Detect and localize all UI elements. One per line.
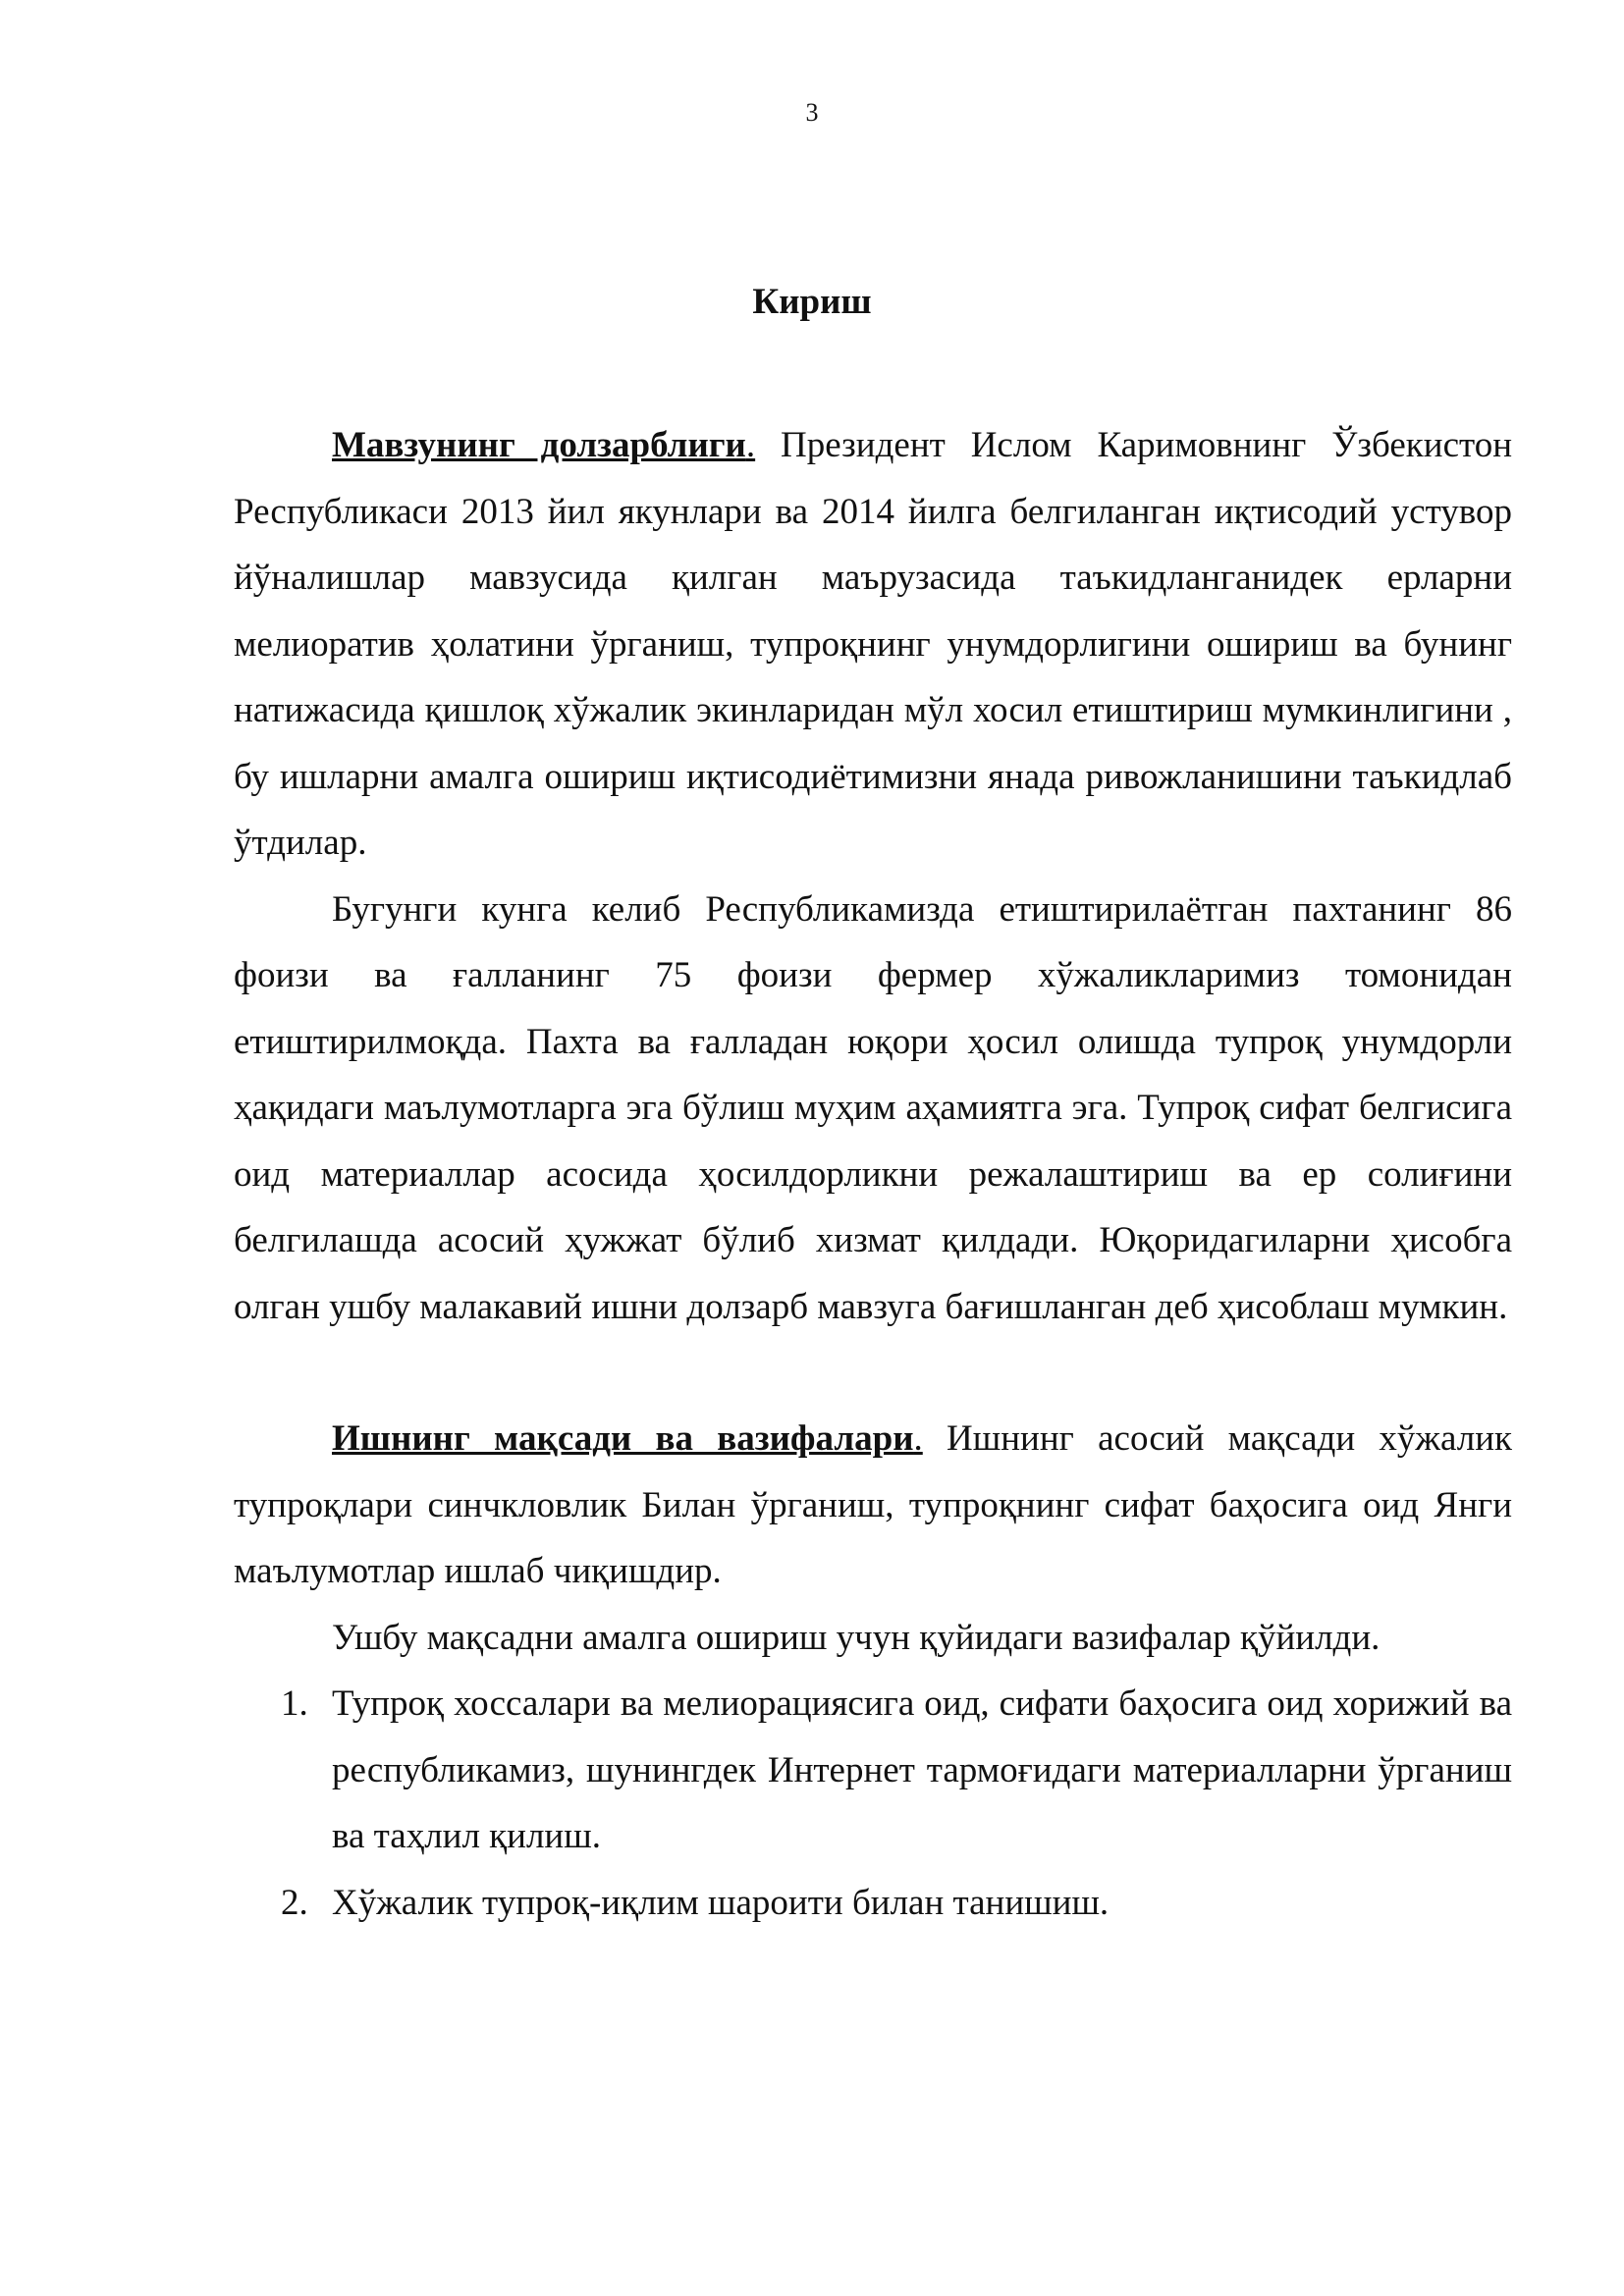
relevance-text: Президент Ислом Каримовнинг Ўзбекистон Республикаси 2013 йил якунлари ва 2014 йилга белгиланган иқтисодий устувор йўналишлар мавзусида қилган маърузасида таъкидланганидек ерларни мелиоратив ҳолатини ўрганиш, тупроқнинг унумдорлигини ошириш ва бунинг натижасида қишлоқ хўжалик экинларидан мўл хосил етиштириш мумкинлигини , бу ишларни амалга ошириш иқтисодиётимизни янада ривожланишини таъкидлаб ўтдилар. xyxy=(234,425,1512,863)
goals-heading: Ишнинг мақсади ва вазифалари xyxy=(332,1418,914,1459)
goals-heading-punct: . xyxy=(913,1418,923,1459)
list-item-number: 1. xyxy=(281,1683,308,1724)
relevance-paragraph xyxy=(234,412,1512,877)
list-item-number: 2. xyxy=(281,1882,308,1923)
tasks-list xyxy=(234,1671,1512,1936)
list-item-text: Тупроқ хоссалари ва мелиорациясига оид, сифати баҳосига оид хорижий ва республикамиз, шунингдек Интернет тармоғидаги материалларни ўрганиш ва таҳлил қилиш. xyxy=(332,1683,1512,1856)
document-body xyxy=(234,412,1512,1936)
goals-paragraph xyxy=(234,1406,1512,1605)
relevance-heading: Мавзунинг долзарблиги xyxy=(332,425,746,465)
page-title: Кириш xyxy=(752,282,872,322)
relevance-heading-punct: . xyxy=(745,425,756,465)
page-number: 3 xyxy=(805,98,819,127)
section-gap xyxy=(234,1340,1512,1406)
list-item xyxy=(234,1671,1512,1870)
list-item xyxy=(234,1870,1512,1937)
statistics-paragraph: Бугунги кунга келиб Республикамизда етиштирилаётган пахтанинг 86 фоизи ва ғалланинг 75 фоизи фермер хўжаликларимиз томонидан етиштирилмоқда. Пахта ва ғалладан юқори ҳосил олишда тупроқ унумдорли ҳақидаги маълумотларга эга бўлиш муҳим аҳамиятга эга. Тупроқ сифат белгисига оид материаллар асосида ҳосилдорликни режалаштириш ва ер солиғини белгилашда асосий ҳужжат бўлиб хизмат қилдади. Юқоридагиларни ҳисобга олган ушбу малакавий ишни долзарб мавзуга бағишланган деб ҳисоблаш мумкин. xyxy=(234,888,1512,1327)
goals-text: Ишнинг асосий мақсади хўжалик тупроқлари синчкловлик Билан ўрганиш, тупроқнинг сифат баҳосига оид Янги маълумотлар ишлаб чиқишдир. xyxy=(234,1418,1512,1591)
tasks-intro-paragraph: Ушбу мақсадни амалга ошириш учун қуйидаги вазифалар қўйилди. xyxy=(332,1617,1380,1658)
list-item-text: Хўжалик тупроқ-иқлим шароити билан танишиш. xyxy=(332,1882,1110,1923)
